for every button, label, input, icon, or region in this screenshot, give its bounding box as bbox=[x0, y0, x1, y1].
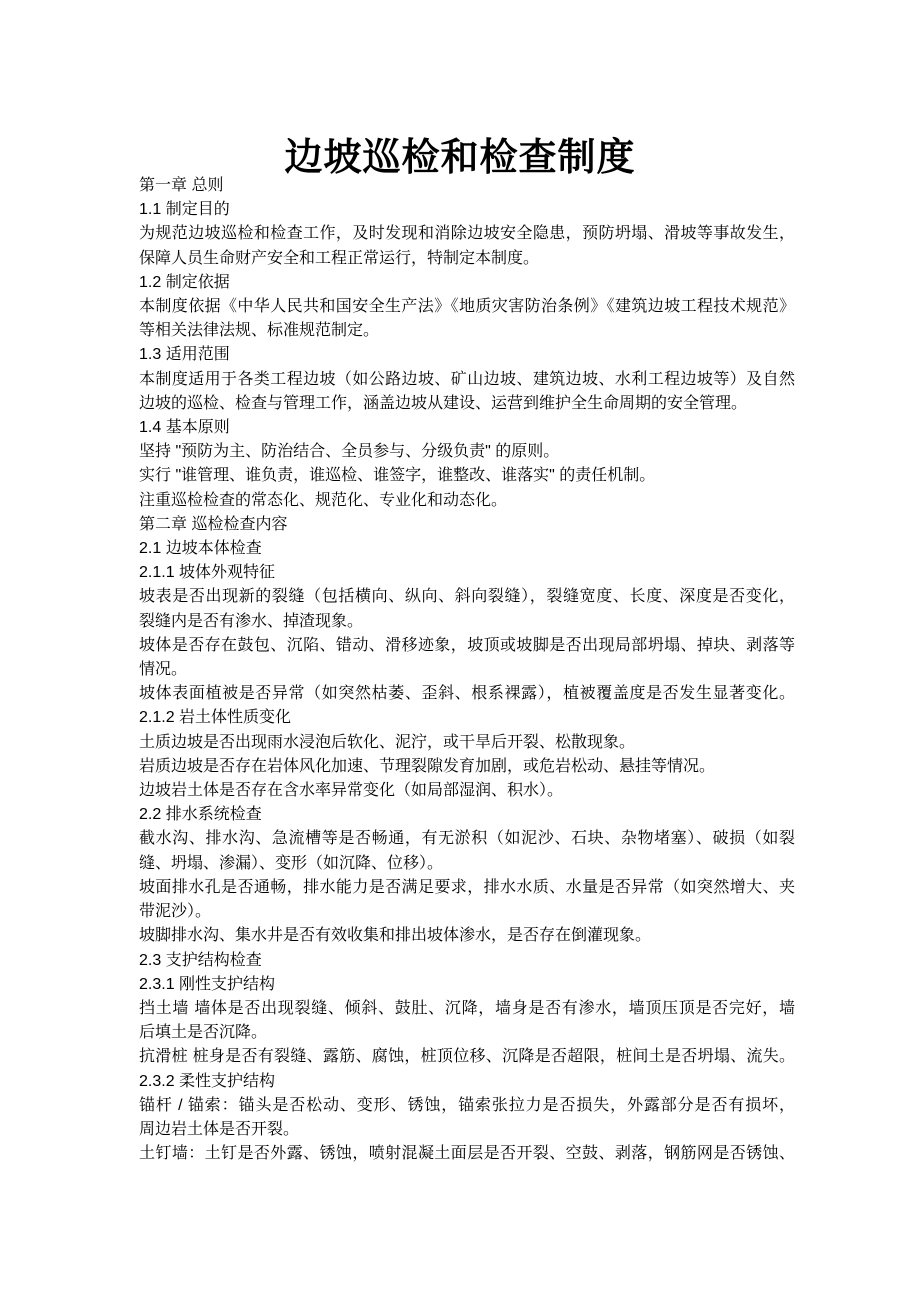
document-line: 第一章 总则 bbox=[139, 177, 224, 194]
document-line: 注重巡检检查的常态化、规范化、专业化和动态化。 bbox=[139, 491, 508, 509]
document-line: 锚杆 / 锚索：锚头是否松动、变形、锈蚀，锚索张拉力是否损失，外露部分是否有损坏， bbox=[139, 1096, 795, 1114]
document-line: 2.1.1 坡体外观特征 bbox=[139, 564, 276, 582]
document-line: 1.3 适用范围 bbox=[139, 346, 230, 364]
document-line: 实行 "谁管理、谁负责，谁巡检、谁签字，谁整改、谁落实" 的责任机制。 bbox=[139, 467, 656, 485]
document-line: 坡体表面植被是否异常（如突然枯萎、歪斜、根系裸露），植被覆盖度是否发生显著变化。 bbox=[139, 685, 795, 703]
document-line: 土钉墙：土钉是否外露、锈蚀，喷射混凝土面层是否开裂、空鼓、剥落，钢筋网是否锈蚀、 bbox=[139, 1145, 795, 1163]
document-line: 2.2 排水系统检查 bbox=[139, 806, 262, 824]
document-title: 边坡巡检和检查制度 bbox=[284, 137, 636, 180]
document-line: 情况。 bbox=[139, 661, 188, 679]
document-line: 2.1.2 岩土体性质变化 bbox=[139, 709, 292, 727]
document-line: 坡体是否存在鼓包、沉陷、错动、滑移迹象，坡顶或坡脚是否出现局部坍塌、掉块、剥落等 bbox=[139, 636, 795, 654]
document-line: 截水沟、排水沟、急流槽等是否畅通，有无淤积（如泥沙、石块、杂物堵塞）、破损（如裂 bbox=[139, 830, 795, 848]
document-line: 1.2 制定依据 bbox=[139, 273, 230, 291]
document-line: 等相关法律法规、标准规范制定。 bbox=[139, 322, 380, 340]
document-line: 坡脚排水沟、集水井是否有效收集和排出坡体渗水，是否存在倒灌现象。 bbox=[139, 927, 652, 945]
document-line: 本制度依据《中华人民共和国安全生产法》《地质灾害防治条例》《建筑边坡工程技术规范》 bbox=[139, 298, 795, 316]
document-line: 坚持 "预防为主、防治结合、全员参与、分级负责" 的原则。 bbox=[139, 443, 560, 461]
document-line: 缝、坍塌、渗漏）、变形（如沉降、位移）。 bbox=[139, 854, 444, 872]
document-line: 边坡岩土体是否存在含水率异常变化（如局部湿润、积水）。 bbox=[139, 782, 564, 800]
document-line: 2.3 支护结构检查 bbox=[139, 951, 262, 969]
document-line: 裂缝内是否有渗水、掉渣现象。 bbox=[139, 612, 364, 630]
document-line: 挡土墙 墙体是否出现裂缝、倾斜、鼓肚、沉降，墙身是否有渗水，墙顶压顶是否完好，墙 bbox=[139, 999, 795, 1017]
document-body bbox=[139, 174, 795, 1166]
document-line: 边坡的巡检、检查与管理工作，涵盖边坡从建设、运营到维护全生命周期的安全管理。 bbox=[139, 394, 748, 412]
document-line: 坡面排水孔是否通畅，排水能力是否满足要求，排水水质、水量是否异常（如突然增大、夹 bbox=[139, 878, 795, 896]
document-line: 抗滑桩 桩身是否有裂缝、露筋、腐蚀，桩顶位移、沉降是否超限，桩间土是否坍塌、流失。 bbox=[139, 1048, 795, 1066]
document-line: 1.1 制定目的 bbox=[139, 201, 230, 219]
document-line: 带泥沙）。 bbox=[139, 903, 212, 921]
document-line: 坡表是否出现新的裂缝（包括横向、纵向、斜向裂缝），裂缝宽度、长度、深度是否变化， bbox=[139, 588, 795, 606]
document-line: 后填土是否沉降。 bbox=[139, 1024, 268, 1042]
document-line: 第二章 巡检检查内容 bbox=[139, 515, 288, 533]
document-line: 为规范边坡巡检和检查工作，及时发现和消除边坡安全隐患，预防坍塌、滑坡等事故发生， bbox=[139, 225, 795, 243]
document-line: 1.4 基本原则 bbox=[139, 419, 230, 437]
document-line: 岩质边坡是否存在岩体风化加速、节理裂隙发育加剧，或危岩松动、悬挂等情况。 bbox=[139, 757, 716, 775]
document-line: 土质边坡是否出现雨水浸泡后软化、泥泞，或干旱后开裂、松散现象。 bbox=[139, 733, 636, 751]
document-line: 2.3.1 刚性支护结构 bbox=[139, 975, 276, 993]
document-line: 2.1 边坡本体检查 bbox=[139, 540, 262, 558]
document-line: 本制度适用于各类工程边坡（如公路边坡、矿山边坡、建筑边坡、水利工程边坡等）及自然 bbox=[139, 370, 795, 388]
document-line: 保障人员生命财产安全和工程正常运行，特制定本制度。 bbox=[139, 249, 540, 267]
document-line: 周边岩土体是否开裂。 bbox=[139, 1120, 300, 1138]
document-line: 2.3.2 柔性支护结构 bbox=[139, 1072, 276, 1090]
